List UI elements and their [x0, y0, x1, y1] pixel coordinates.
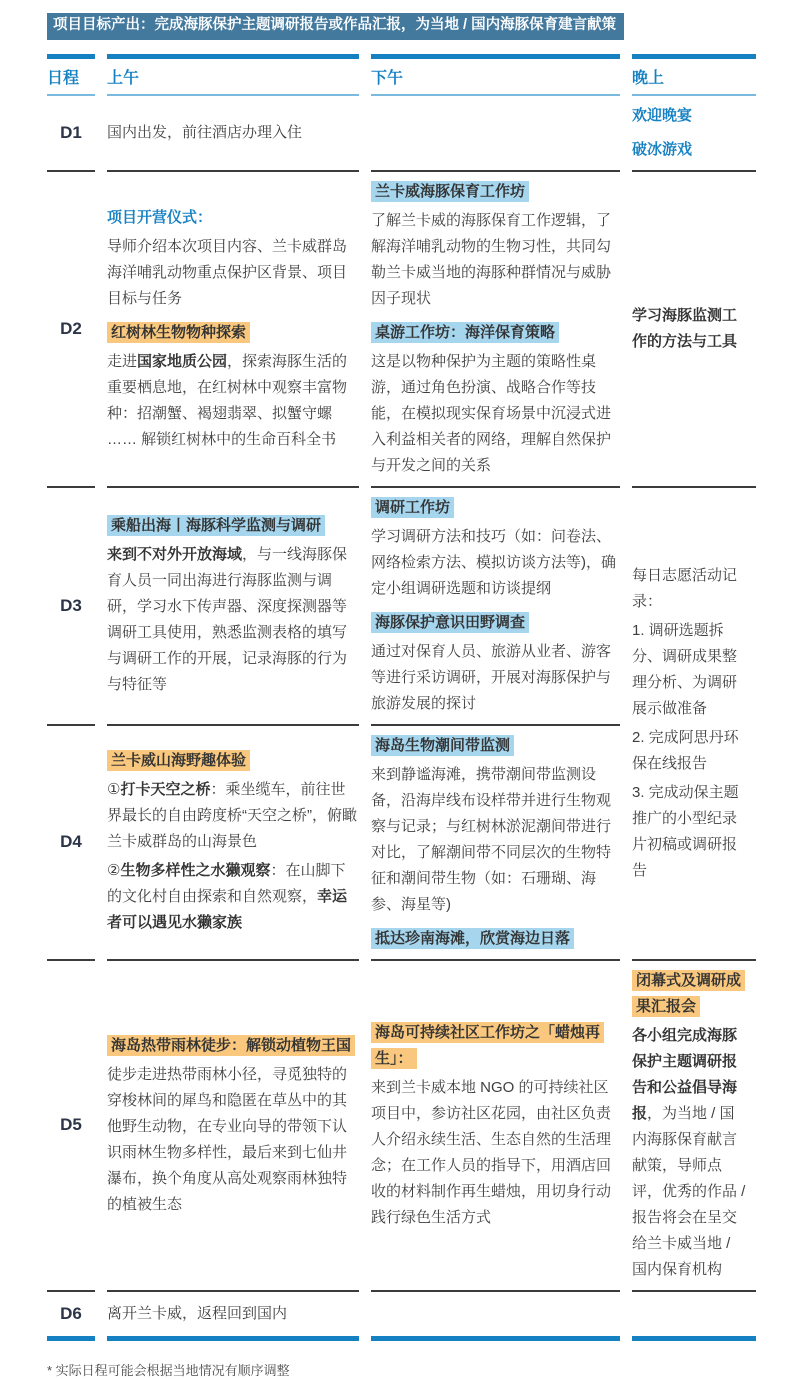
- highlight: 红树林生物物种探索: [107, 322, 250, 343]
- day-label: D1: [60, 122, 82, 142]
- column-header-evening: 晚上: [632, 54, 756, 96]
- day-label: D2: [60, 318, 82, 338]
- activity-title: [632, 968, 749, 1020]
- day-label-cell: [47, 1290, 95, 1341]
- day-label-cell: [47, 170, 95, 486]
- activity-text: 导师介绍本次项目内容、兰卡威群岛海洋哺乳动物重点保护区背景、项目目标与任务: [107, 237, 348, 307]
- afternoon-cell: [371, 959, 620, 1290]
- activity-title: [371, 495, 620, 521]
- activity-text: 走进国家地质公园，探索海豚生活的重要栖息地，在红树林中观察丰富物种：招潮蟹、褐翅翡翠、拟蟹守螺 …… 解锁红树林中的生命百科全书: [107, 352, 348, 448]
- activity-title: [371, 1020, 620, 1072]
- activity-text: 3. 完成动保主题推广的小型纪录片初稿或调研报告: [632, 783, 739, 879]
- activity-title: [371, 179, 620, 205]
- activity-title: [107, 320, 359, 346]
- column-header-morning: 上午: [107, 54, 359, 96]
- activity-title: [371, 320, 620, 346]
- afternoon-cell: [371, 96, 620, 170]
- activity-text: 1. 调研选题拆分、调研成果整理分析、为调研展示做准备: [632, 621, 738, 717]
- highlight: 乘船出海丨海豚科学监测与调研: [107, 515, 325, 536]
- activity-text: 每日志愿活动记录：: [632, 566, 738, 610]
- highlight: 兰卡威山海野趣体验: [107, 750, 250, 771]
- evening-cell: [632, 170, 756, 486]
- day-label-cell: [47, 96, 95, 170]
- day-label-cell: [47, 959, 95, 1290]
- activity-text: ②生物多样性之水獭观察：在山脚下的文化村自由探索和自然观察，幸运者可以遇见水獭家族: [107, 862, 348, 932]
- activity-text: 这是以物种保护为主题的策略性桌游，通过角色扮演、战略合作等技能，在模拟现实保育场景中沉浸式进入利益相关者的网络，理解自然保护与开发之间的关系: [371, 352, 612, 474]
- activity-text: 通过对保育人员、旅游从业者、游客等进行采访调研，开展对海豚保护与旅游发展的探讨: [371, 642, 612, 712]
- activity-text: 了解兰卡威的海豚保育工作逻辑，了解海洋哺乳动物的生物习性，共同勾勒兰卡威当地的海豚种群情况与威胁因子现状: [371, 211, 612, 307]
- highlight: 抵达珍南海滩，欣赏海边日落: [371, 928, 574, 949]
- day-label: D6: [60, 1303, 82, 1323]
- morning-cell: [107, 486, 359, 724]
- activity-text: 来到静谧海滩，携带潮间带监测设备，沿海岸线布设样带并进行生物观察与记录；与红树林淤泥潮间带进行对比，了解潮间带不同层次的生物特征和潮间带生物（如：石珊瑚、海参、海星等): [371, 765, 612, 913]
- activity-title: [371, 610, 620, 636]
- highlight: 闭幕式及调研成果汇报会: [632, 970, 745, 1017]
- activity-text: 离开兰卡威，返程回到国内: [107, 1304, 288, 1322]
- activity-title: 欢迎晚宴: [632, 106, 693, 124]
- highlight: 调研工作坊: [371, 497, 454, 518]
- day-label-cell: [47, 486, 95, 724]
- activity-text: 国内出发，前往酒店办理入住: [107, 123, 303, 141]
- morning-cell: [107, 96, 359, 170]
- activity-title: 破冰游戏: [632, 140, 693, 158]
- activity-text: 各小组完成海豚保护主题调研报告和公益倡导海报，为当地 / 国内海豚保育献言献策，导师点评，优秀的作品 / 报告将会在呈交给兰卡威当地 / 国内保育机构: [632, 1026, 746, 1278]
- activity-text: 徒步走进热带雨林小径，寻觅独特的穿梭林间的犀鸟和隐匿在草丛中的其他野生动物，在专业向导的带领下认识雨林生物多样性，最后来到七仙井瀑布，换个角度从高处观察雨林独特的植被生态: [107, 1065, 348, 1213]
- evening-cell: [632, 486, 756, 959]
- activity-title: [107, 1033, 359, 1059]
- activity-title: [107, 748, 359, 774]
- activity-text: ①打卡天空之桥：乘坐缆车，前往世界最长的自由跨度桥“天空之桥”，俯瞰兰卡威群岛的山海景色: [107, 781, 357, 851]
- activity-text: 来到兰卡威本地 NGO 的可持续社区项目中，参访社区花园，由社区负责人介绍永续生活、生态自然的生活理念；在工作人员的指导下，用酒店回收的材料制作再生蜡烛，用切身行动践行绿色生活方式: [371, 1078, 612, 1226]
- schedule-table: [47, 54, 758, 1341]
- day-label: D3: [60, 595, 82, 615]
- evening-cell: [632, 96, 756, 170]
- afternoon-cell: [371, 170, 620, 486]
- highlight: 桌游工作坊：海洋保育策略: [371, 322, 559, 343]
- column-header-day: 日程: [47, 54, 95, 96]
- highlight: 海岛可持续社区工作坊之「蜡烛再生」：: [371, 1022, 604, 1069]
- afternoon-cell: [371, 486, 620, 724]
- activity-text: 来到不对外开放海域，与一线海豚保育人员一同出海进行海豚监测与调研，学习水下传声器、深度探测器等调研工具使用，熟悉监测表格的填写与调研工作的开展，记录海豚的行为与特征等: [107, 546, 348, 694]
- morning-cell: [107, 170, 359, 486]
- project-goal-banner: 项目目标产出：完成海豚保护主题调研报告或作品汇报，为当地 / 国内海豚保育建言献策: [47, 13, 624, 40]
- day-label: D5: [60, 1115, 82, 1135]
- highlight: 海岛热带雨林徒步：解锁动植物王国: [107, 1035, 355, 1056]
- activity-title: [371, 926, 620, 952]
- highlight: 海岛生物潮间带监测: [371, 735, 514, 756]
- evening-cell: [632, 1290, 756, 1341]
- day-label-cell: [47, 724, 95, 959]
- activity-title: 项目开营仪式：: [107, 208, 213, 226]
- morning-cell: [107, 724, 359, 959]
- evening-cell: [632, 959, 756, 1290]
- afternoon-cell: [371, 724, 620, 959]
- highlight: 海豚保护意识田野调查: [371, 612, 529, 633]
- activity-title: [371, 733, 620, 759]
- activity-text: 学习海豚监测工作的方法与工具: [632, 306, 738, 350]
- column-header-afternoon: 下午: [371, 54, 620, 96]
- afternoon-cell: [371, 1290, 620, 1341]
- activity-text: 学习调研方法和技巧（如：问卷法、网络检索方法、模拟访谈方法等)，确定小组调研选题和访谈提纲: [371, 527, 616, 597]
- morning-cell: [107, 959, 359, 1290]
- highlight: 兰卡威海豚保育工作坊: [371, 181, 529, 202]
- activity-text: 2. 完成阿思丹环保在线报告: [632, 728, 739, 772]
- footnote: * 实际日程可能会根据当地情况有顺序调整: [47, 1362, 290, 1378]
- activity-title: [107, 513, 359, 539]
- morning-cell: [107, 1290, 359, 1341]
- day-label: D4: [60, 832, 82, 852]
